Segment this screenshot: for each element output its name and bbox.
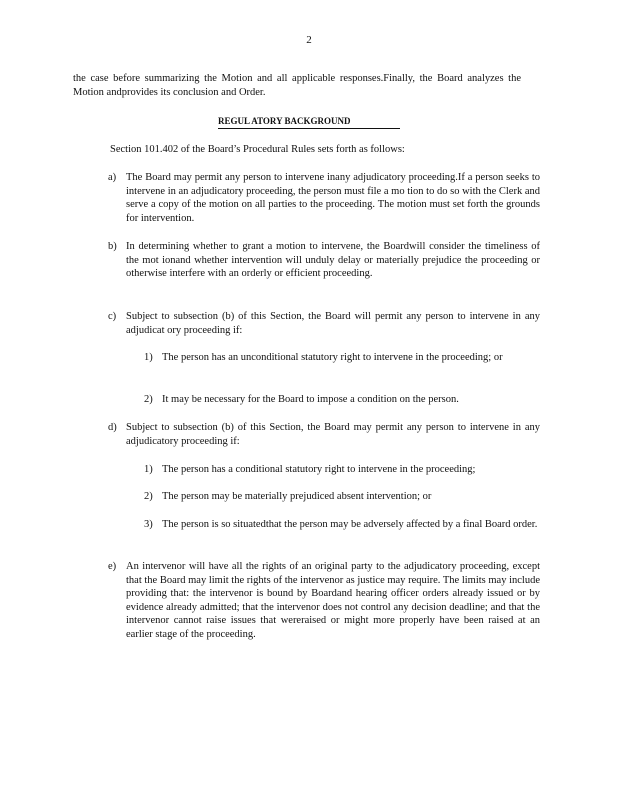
sub-item-label: 2) (144, 394, 153, 405)
section-intro: Section 101.402 of the Board’s Procedural Rules sets forth as follows: (110, 144, 405, 155)
item-text: Subject to subsection (b) of this Section, the Board may permit any person to intervene in any adjudicatory proceeding if: (126, 422, 540, 447)
sub-item-text: The person has a conditional statutory right to intervene in the proceeding; (162, 464, 476, 475)
sub-item-text: The person has an unconditional statutory right to intervene in the proceeding; or (162, 352, 503, 363)
sub-item-label: 3) (144, 519, 153, 530)
sub-item-d2 (144, 490, 540, 504)
item-label: e) (108, 561, 117, 572)
item-label: c) (108, 311, 117, 322)
list-item-c (108, 310, 540, 337)
sub-item-label: 1) (144, 464, 153, 475)
list-item-e (108, 560, 540, 641)
sub-item-label: 1) (144, 352, 153, 363)
list-item-d (108, 421, 540, 448)
list-item-a (108, 171, 540, 225)
item-text: In determining whether to grant a motion to intervene, the Boardwill consider the timeliness of the mot ionand whether intervention will unduly delay or materially prejudice the proceeding or otherwise interfere with an orderly or efficient proceeding. (126, 241, 540, 279)
sub-item-d1 (144, 463, 540, 477)
sub-item-label: 2) (144, 491, 153, 502)
sub-item-c2 (144, 393, 540, 407)
item-label: d) (108, 422, 117, 433)
item-text: An intervenor will have all the rights of an original party to the adjudicatory proceeding, except that the Board may limit the rights of the intervenor as justice may require. The limits may include providing that: the intervenor is bound by Boardand hearing officer orders already issued or by evidence already admitted; that the intervenor does not control any decision deadline; and that the intervenor cannot raise issues that wereraised or might more properly have been raised at an earlier stage of the proceeding. (126, 561, 540, 640)
item-text: The Board may permit any person to intervene inany adjudicatory proceeding.If a person seeks to intervene in an adjudicatory proceeding, the person must file a mo tion to do so with the Clerk and serve a copy of the motion on all parties to the proceeding. The motion must set forth the grounds for intervention. (126, 172, 540, 224)
item-label: b) (108, 241, 117, 252)
sub-item-d3 (144, 518, 540, 532)
sub-item-text: It may be necessary for the Board to impose a condition on the person. (162, 394, 459, 405)
list-item-b (108, 240, 540, 281)
section-heading: REGUL ATORY BACKGROUND (218, 116, 400, 129)
page-number: 2 (306, 34, 312, 46)
intro-paragraph: the case before summarizing the Motion and all applicable responses.Finally, the Board analyzes the Motion andprovides its conclusion and Order. (73, 73, 521, 98)
sub-item-text: The person may be materially prejudiced absent intervention; or (162, 491, 432, 502)
item-label: a) (108, 172, 117, 183)
sub-item-text: The person is so situatedthat the person may be adversely affected by a final Board order. (162, 519, 538, 530)
sub-item-c1 (144, 351, 540, 365)
item-text: Subject to subsection (b) of this Section, the Board will permit any person to intervene in any adjudicat ory proceeding if: (126, 311, 540, 336)
